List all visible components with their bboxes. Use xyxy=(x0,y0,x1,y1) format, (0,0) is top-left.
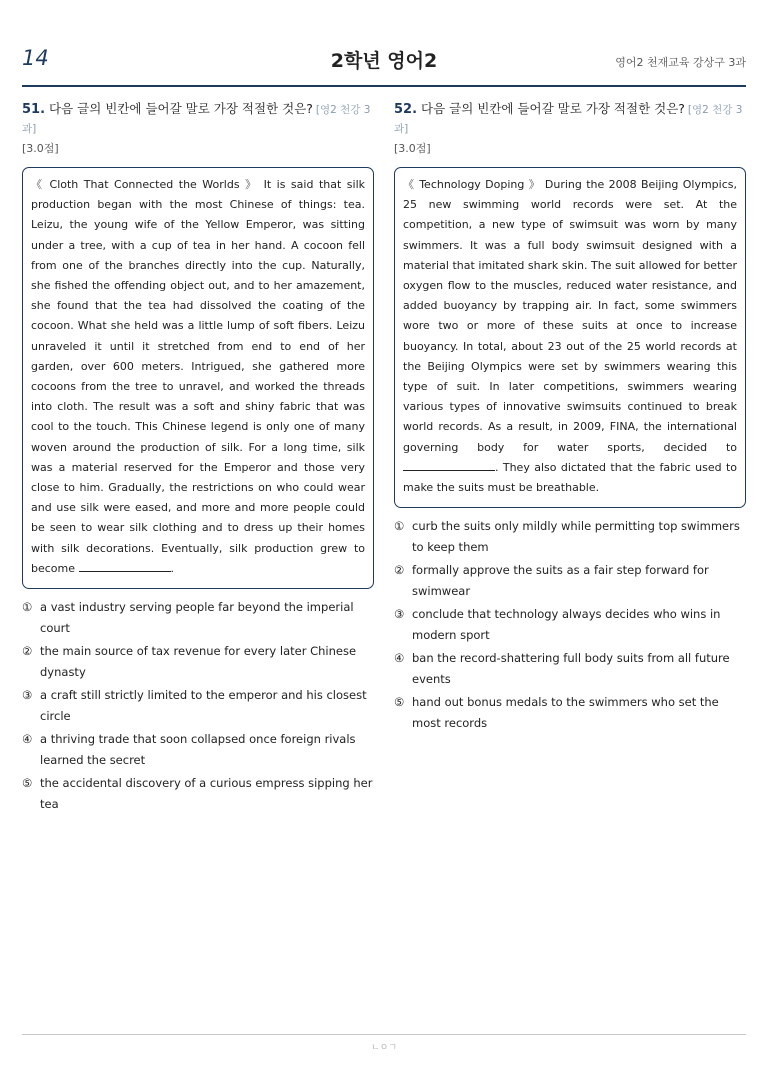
option-text: ban the record-shattering full body suits from all future events xyxy=(412,651,730,686)
answer-option-5[interactable] xyxy=(394,692,746,733)
answer-blank xyxy=(403,458,495,471)
option-mark: ② xyxy=(394,563,405,578)
answer-option-2[interactable] xyxy=(22,641,374,682)
option-mark: ④ xyxy=(394,651,405,666)
option-text: formally approve the suits as a fair step forward for swimwear xyxy=(412,563,709,598)
option-mark: ④ xyxy=(22,732,33,747)
question-points: [3.0점] xyxy=(394,142,431,155)
question-tag: [영2 천강 3과] xyxy=(394,104,743,135)
option-mark: ③ xyxy=(22,688,33,703)
footer-divider xyxy=(22,1034,746,1035)
header-meta: 영어2 천재교육 강상구 3과 xyxy=(615,56,746,69)
question-prompt: 다음 글의 빈칸에 들어갈 말로 가장 적절한 것은? xyxy=(49,101,313,116)
question-points: [3.0점] xyxy=(22,142,59,155)
question-number: 52. xyxy=(394,102,418,117)
page-title: 2학년 영어2 xyxy=(330,50,438,72)
option-mark: ② xyxy=(22,644,33,659)
question-header xyxy=(22,100,374,138)
answer-option-1[interactable] xyxy=(22,597,374,638)
passage-text: 《 Technology Doping 》 During the 2008 Beijing Olympics, 25 new swimming world records were set. At the competition, a new type of swimsuit was worn by many swimmers. It was a full body swimsuit designed with a material that imitated shark skin. The suit allowed for better oxygen flow to the muscles, reduced water resistance, and added buoyancy by trapping air. In fact, some swimmers wore two or more of these suits at once to increase buoyancy. In total, about 23 out of the 25 world records at the Beijing Olympics were set by swimmers wearing this type of suit. In later competitions, swimmers wearing various types of innovative swimsuits continued to break world records. As a result, in 2009, FINA, the international governing body for water sports, decided to xyxy=(403,178,737,454)
answer-option-3[interactable] xyxy=(394,604,746,645)
question-52 xyxy=(394,100,746,749)
question-number: 51. xyxy=(22,102,46,117)
option-text: hand out bonus medals to the swimmers who set the most records xyxy=(412,695,719,730)
answer-option-4[interactable] xyxy=(394,648,746,689)
answer-option-4[interactable] xyxy=(22,729,374,770)
answer-blank xyxy=(79,559,171,572)
passage-text: 《 Cloth That Connected the Worlds 》 It is said that silk production began with the most Chinese of things: tea. Leizu, the young wife of the Yellow Emperor, was sitting under a tree, with a cup of tea in her hand. A cocoon fell from one of the branches directly into the cup. Naturally, she fished the offending object out, and to her amazement, she found that the tea had dissolved the coating of the cocoon. What she held was a little lump of soft fibers. Leizu unraveled it until it stretched from end to end of her garden, over 600 meters. Intrigued, she gathered more cocoons from the tree to unravel, and worked the threads into cloth. The result was a soft and shiny fabric that was cool to the touch. This Chinese legend is only one of many woven around the production of silk. For a long time, silk was a material reserved for the Emperor and those very close to him. Gradually, the restrictions on who could wear and use silk were eased, and more and more people could be seen to wear silk clothing and to dress up their homes with silk decorations. Eventually, silk production grew to become xyxy=(31,178,365,575)
question-tag: [영2 천강 3과] xyxy=(22,104,371,135)
option-text: the accidental discovery of a curious empress sipping her tea xyxy=(40,776,373,811)
answer-option-3[interactable] xyxy=(22,685,374,726)
option-mark: ⑤ xyxy=(22,776,33,791)
option-text: conclude that technology always decides who wins in modern sport xyxy=(412,607,721,642)
passage-box xyxy=(394,167,746,508)
header-divider xyxy=(22,85,746,87)
option-text: curb the suits only mildly while permitting top swimmers to keep them xyxy=(412,519,740,554)
passage-text-end: . xyxy=(170,561,175,575)
footer-text: ㄴㅇㄱ xyxy=(370,1043,398,1053)
answer-option-2[interactable] xyxy=(394,560,746,601)
option-mark: ③ xyxy=(394,607,405,622)
question-prompt: 다음 글의 빈칸에 들어갈 말로 가장 적절한 것은? xyxy=(421,101,685,116)
option-mark: ① xyxy=(22,600,33,615)
option-mark: ① xyxy=(394,519,405,534)
passage-text-end: . They also dictated that the fabric used to make the suits must be breathable. xyxy=(403,460,737,495)
answer-options xyxy=(394,516,746,733)
option-text: a vast industry serving people far beyond the imperial court xyxy=(40,600,354,635)
option-mark: ⑤ xyxy=(394,695,405,710)
option-text: the main source of tax revenue for every later Chinese dynasty xyxy=(40,644,357,679)
page-header xyxy=(22,44,746,84)
page-number: 14 xyxy=(22,46,49,70)
answer-option-5[interactable] xyxy=(22,773,374,814)
question-51 xyxy=(22,100,374,830)
option-text: a craft still strictly limited to the emperor and his closest circle xyxy=(40,688,367,723)
answer-option-1[interactable] xyxy=(394,516,746,557)
answer-options xyxy=(22,597,374,814)
option-text: a thriving trade that soon collapsed once foreign rivals learned the secret xyxy=(40,732,356,767)
question-header xyxy=(394,100,746,138)
passage-box xyxy=(22,167,374,589)
